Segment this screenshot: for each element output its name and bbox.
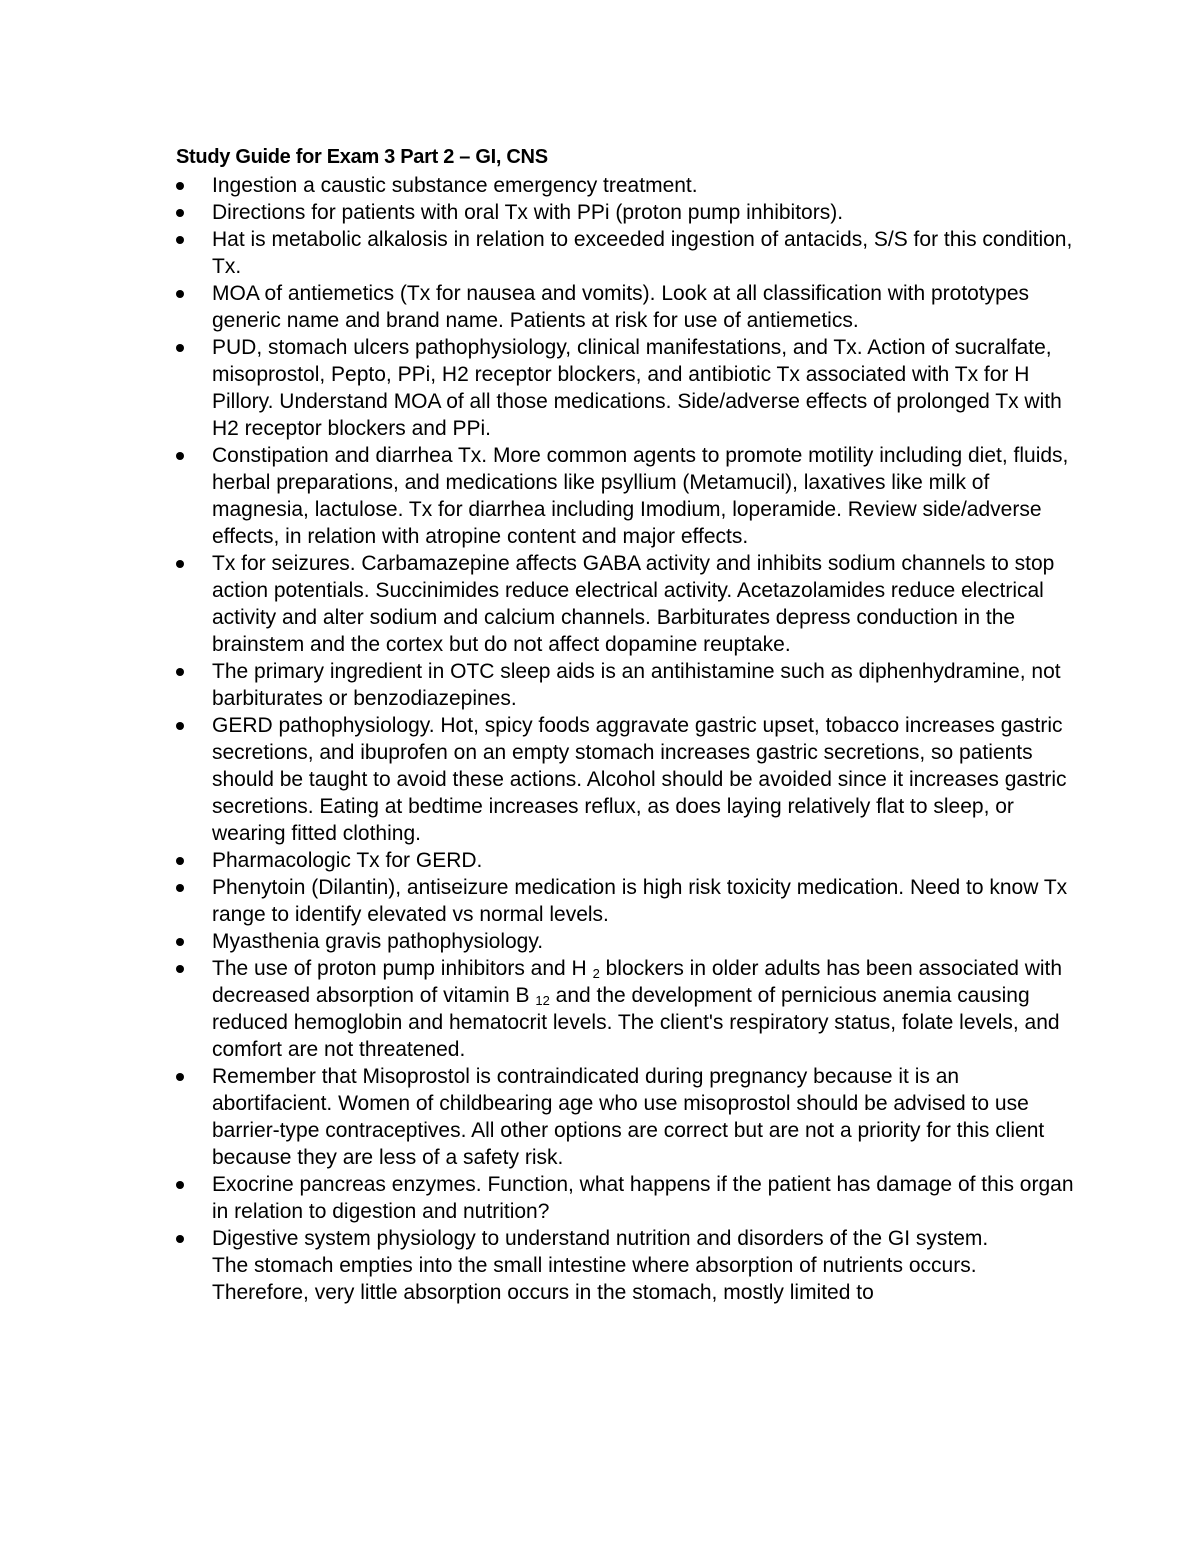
list-item: Directions for patients with oral Tx with PPi (proton pump inhibitors). bbox=[176, 199, 1076, 226]
list-item: Hat is metabolic alkalosis in relation to exceeded ingestion of antacids, S/S for this condition, Tx. bbox=[176, 226, 1076, 280]
b12-subscript: 12 bbox=[535, 993, 550, 1008]
list-item: PUD, stomach ulcers pathophysiology, clinical manifestations, and Tx. Action of sucralfate, misoprostol, Pepto, PPi, H2 receptor blockers, and antibiotic Tx associated with Tx for H Pillory. Understand MOA of all those medications. Side/adverse effects of prolonged Tx with H2 receptor blockers and PPi. bbox=[176, 334, 1076, 442]
h2-subscript: 2 bbox=[592, 966, 600, 981]
ppi-text-part2: blockers in older adults has been associated with decreased absorption of vitamin B bbox=[212, 957, 1063, 1007]
list-item: MOA of antiemetics (Tx for nausea and vomits). Look at all classification with prototypes generic name and brand name. Patients at risk for use of antiemetics. bbox=[176, 280, 1076, 334]
list-item: Pharmacologic Tx for GERD. bbox=[176, 847, 1076, 874]
list-item: The primary ingredient in OTC sleep aids is an antihistamine such as diphenhydramine, not barbiturates or benzodiazepines. bbox=[176, 658, 1076, 712]
list-item-ppi bbox=[176, 955, 1076, 1063]
list-item: Constipation and diarrhea Tx. More common agents to promote motility including diet, fluids, herbal preparations, and medications like psyllium (Metamucil), laxatives like milk of magnesia, lactulose. Tx for diarrhea including Imodium, loperamide. Review side/adverse effects, in relation with atropine content and major effects. bbox=[176, 442, 1076, 550]
ppi-text-part3: and the development of pernicious anemia causing reduced hemoglobin and hematocrit levels. The client's respiratory status, folate levels, and comfort are not threatened. bbox=[212, 984, 1060, 1061]
study-guide-list bbox=[176, 172, 1076, 1306]
list-item: GERD pathophysiology. Hot, spicy foods aggravate gastric upset, tobacco increases gastric secretions, and ibuprofen on an empty stomach increases gastric secretions, so patients should be taught to avoid these actions. Alcohol should be avoided since it increases gastric secretions. Eating at bedtime increases reflux, as does laying relatively flat to sleep, or wearing fitted clothing. bbox=[176, 712, 1076, 847]
list-item: Remember that Misoprostol is contraindicated during pregnancy because it is an abortifacient. Women of childbearing age who use misoprostol should be advised to use barrier-type contraceptives. All other options are correct but are not a priority for this client because they are less of a safety risk. bbox=[176, 1063, 1076, 1171]
digestive-heading-text: Digestive system physiology to understand nutrition and disorders of the GI system. bbox=[212, 1227, 989, 1250]
digestive-continuation-text: The stomach empties into the small intestine where absorption of nutrients occurs. Therefore, very little absorption occurs in the stomach, mostly limited to bbox=[212, 1254, 977, 1304]
list-item-digestive bbox=[176, 1225, 1076, 1306]
list-item: Phenytoin (Dilantin), antiseizure medication is high risk toxicity medication. Need to know Tx range to identify elevated vs normal levels. bbox=[176, 874, 1076, 928]
document-title: Study Guide for Exam 3 Part 2 – GI, CNS bbox=[176, 146, 548, 168]
list-item: Tx for seizures. Carbamazepine affects GABA activity and inhibits sodium channels to stop action potentials. Succinimides reduce electrical activity. Acetazolamides reduce electrical activity and alter sodium and calcium channels. Barbiturates depress conduction in the brainstem and the cortex but do not affect dopamine reuptake. bbox=[176, 550, 1076, 658]
document-content bbox=[176, 142, 1076, 1306]
list-item: Ingestion a caustic substance emergency treatment. bbox=[176, 172, 1076, 199]
list-item: Exocrine pancreas enzymes. Function, what happens if the patient has damage of this organ in relation to digestion and nutrition? bbox=[176, 1171, 1076, 1225]
list-item: Myasthenia gravis pathophysiology. bbox=[176, 928, 1076, 955]
ppi-text-part1: The use of proton pump inhibitors and H bbox=[212, 957, 593, 980]
